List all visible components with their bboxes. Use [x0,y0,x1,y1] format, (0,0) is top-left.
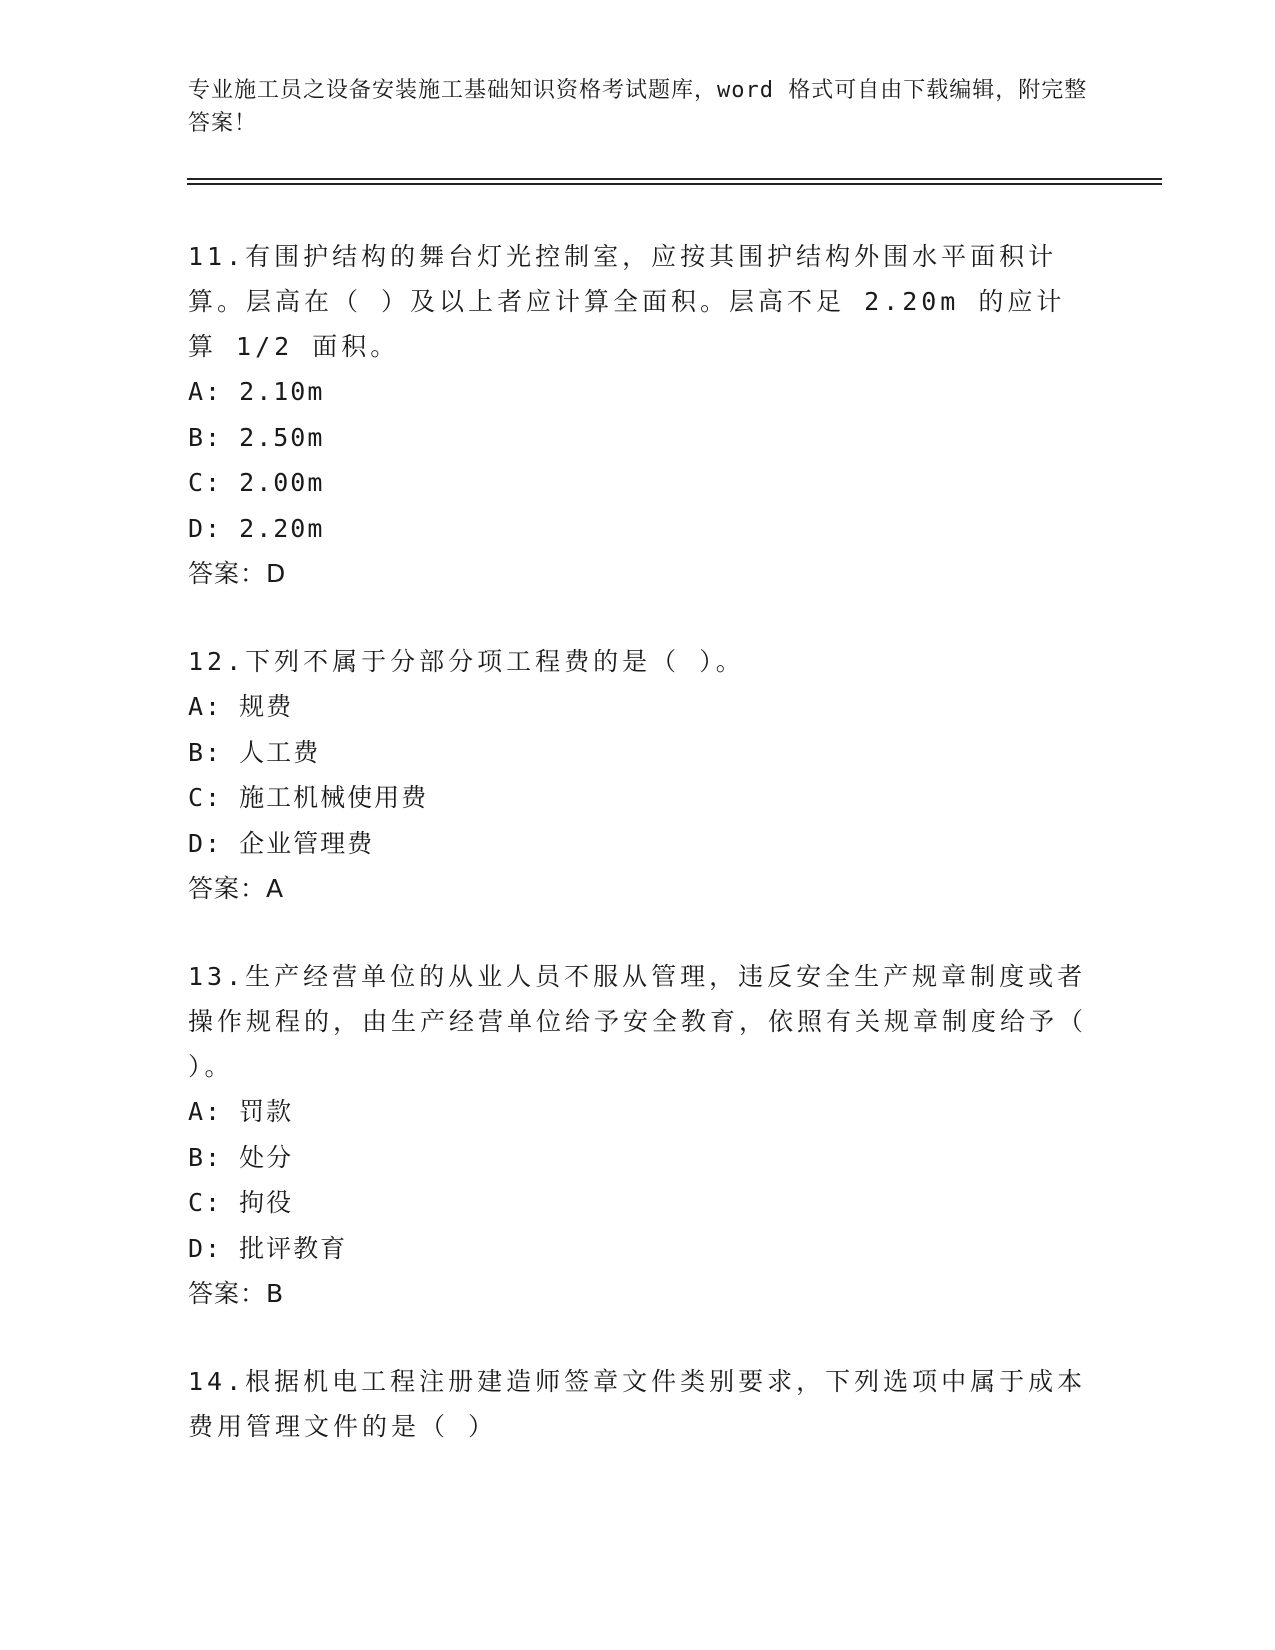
option-c: C: 2.00m [188,468,325,497]
answer: 答案：A [188,874,285,903]
document-header: 专业施工员之设备安装施工基础知识资格考试题库，word 格式可自由下载编辑，附完整答案！ [188,78,1088,136]
option-b: B: 处分 [188,1142,294,1172]
question-13 [188,954,1088,1317]
option-c: C: 施工机械使用费 [188,783,429,812]
header-divider-top [187,178,1162,180]
option-a: A: 2.10m [188,377,325,406]
question-stem: 12.下列不属于分部分项工程费的是（ ）。 [188,647,745,676]
option-b: B: 2.50m [188,422,325,452]
header-divider-bottom [187,183,1162,185]
question-stem: 13.生产经营单位的从业人员不服从管理，违反安全生产规章制度或者操作规程的，由生产经营单位给予安全教育，依照有关规章制度给予（ ）。 [188,962,1088,1081]
question-12 [188,639,1088,912]
question-11 [188,234,1088,597]
option-b: B: 人工费 [188,737,321,767]
answer: 答案：B [188,1279,285,1308]
option-d: D: 批评教育 [188,1233,348,1263]
question-14 [188,1359,1088,1449]
answer: 答案：D [188,559,287,588]
option-d: D: 2.20m [188,513,325,543]
option-a: A: 罚款 [188,1097,294,1126]
option-a: A: 规费 [188,692,294,721]
question-stem: 14.根据机电工程注册建造师签章文件类别要求，下列选项中属于成本费用管理文件的是（ ） [188,1367,1087,1441]
option-d: D: 企业管理费 [188,828,375,858]
option-c: C: 拘役 [188,1188,294,1217]
question-list [188,234,1088,1491]
question-stem: 11.有围护结构的舞台灯光控制室，应按其围护结构外围水平面积计算。层高在（ ）及以上者应计算全面积。层高不足 2.20m 的应计算 1/2 面积。 [188,242,1066,361]
